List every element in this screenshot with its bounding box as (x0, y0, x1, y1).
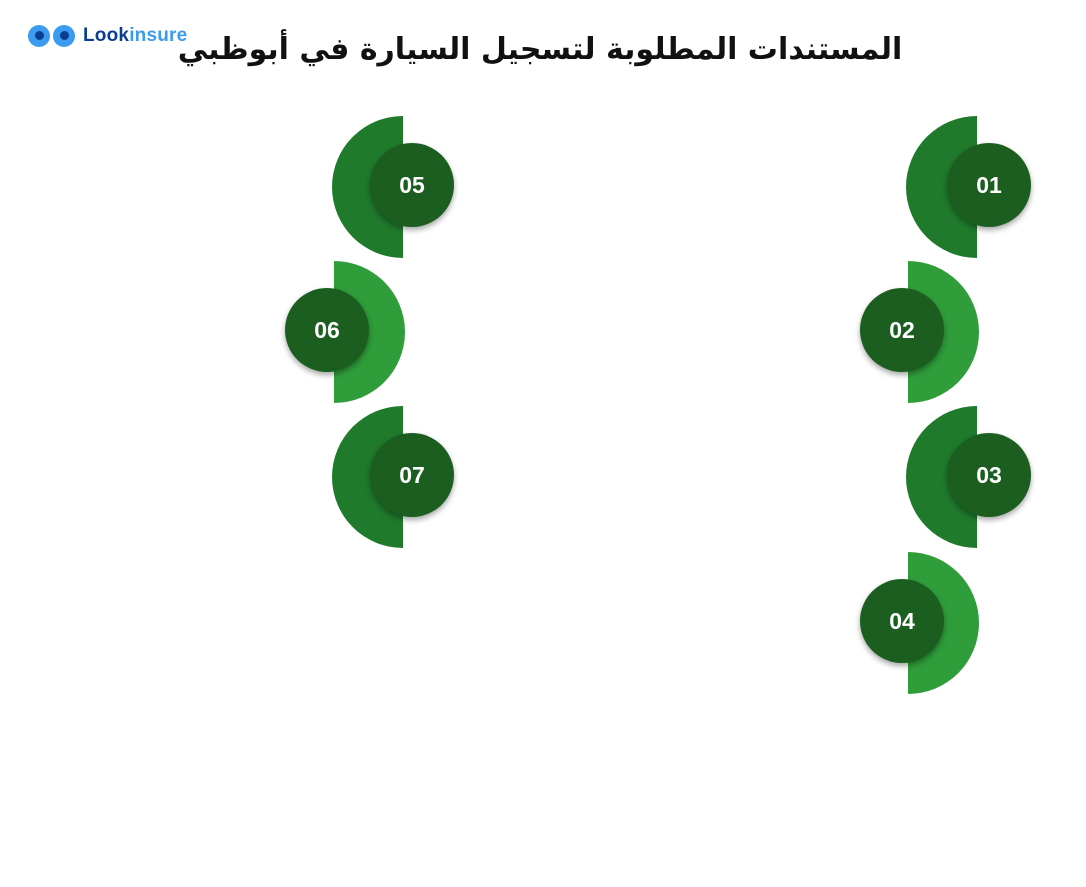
number-badge: 01 (947, 143, 1031, 227)
number-badge: 04 (860, 579, 944, 663)
page-title: المستندات المطلوبة لتسجيل السيارة في أبوظبي (177, 32, 903, 67)
number-badge: 02 (860, 288, 944, 372)
number-badge: 06 (285, 288, 369, 372)
logo-dot (28, 25, 50, 47)
number-badge: 07 (370, 433, 454, 517)
brand-name-part2: insure (129, 25, 188, 46)
logo-dot (53, 25, 75, 47)
number-badge: 05 (370, 143, 454, 227)
eyes-logo-icon (28, 25, 75, 47)
brand-name-part1: Look (83, 25, 130, 46)
number-badge: 03 (947, 433, 1031, 517)
